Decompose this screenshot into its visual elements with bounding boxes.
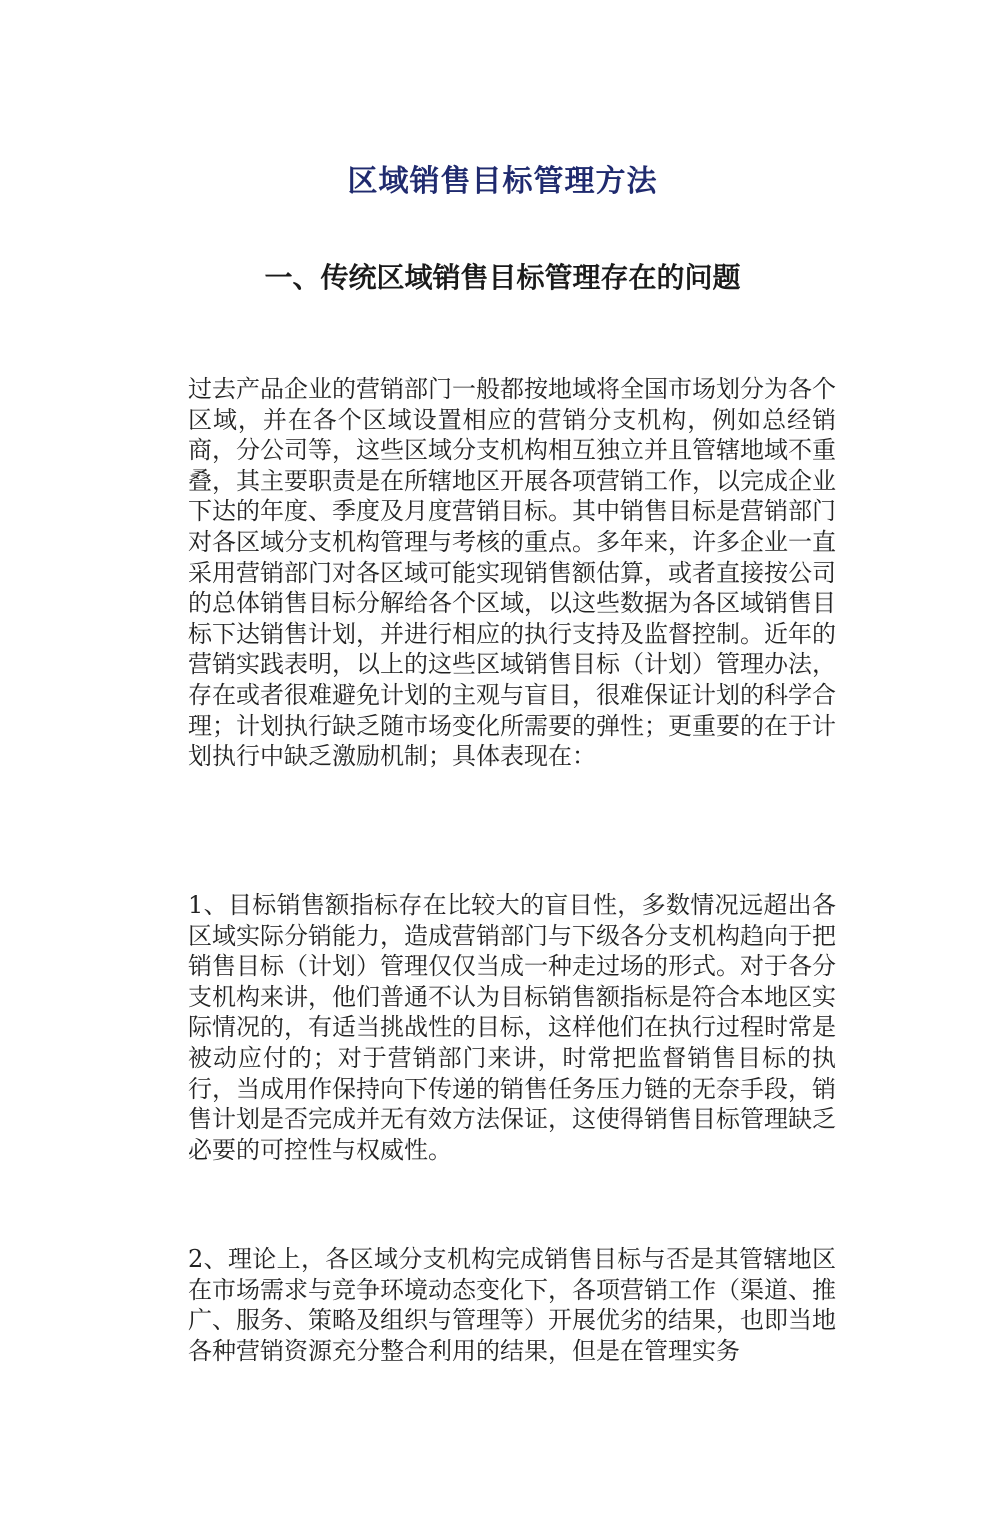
body-paragraph-intro: 过去产品企业的营销部门一般都按地域将全国市场划分为各个区域，并在各个区域设置相应的营销分支机构，例如总经销商，分公司等，这些区域分支机构相互独立并且管辖地域不重叠，其主要职责是在所辖地区开展各项营销工作，以完成企业下达的年度、季度及月度营销目标。其中销售目标是营销部门对各区域分支机构管理与考核的重点。多年来，许多企业一直采用营销部门对各区域可能实现销售额估算，或者直接按公司的总体销售目标分解给各个区域，以这些数据为各区域销售目标下达销售计划，并进行相应的执行支持及监督控制。近年的营销实践表明，以上的这些区域销售目标（计划）管理办法，存在或者很难避免计划的主观与盲目，很难保证计划的科学合理；计划执行缺乏随市场变化所需要的弹性；更重要的在于计划执行中缺乏激励机制；具体表现在： xyxy=(188,375,836,771)
section-heading: 一、传统区域销售目标管理存在的问题 xyxy=(264,261,741,294)
body-paragraph-point-2: 2、理论上，各区域分支机构完成销售目标与否是其管辖地区在市场需求与竞争环境动态变化下，各项营销工作（渠道、推广、服务、策略及组织与管理等）开展优劣的结果，也即当地各种营销资源充分整合利用的结果，但是在管理实务 xyxy=(188,1245,836,1365)
document-title: 区域销售目标管理方法 xyxy=(347,164,658,199)
body-paragraph-point-1: 1、目标销售额指标存在比较大的盲目性，多数情况远超出各区域实际分销能力，造成营销部门与下级各分支机构趋向于把销售目标（计划）管理仅仅当成一种走过场的形式。对于各分支机构来讲，他们普通不认为目标销售额指标是符合本地区实际情况的，有适当挑战性的目标，这样他们在执行过程时常是被动应付的；对于营销部门来讲，时常把监督销售目标的执行，当成用作保持向下传递的销售任务压力链的无奈手段，销售计划是否完成并无有效方法保证，这使得销售目标管理缺乏必要的可控性与权威性。 xyxy=(188,891,836,1164)
